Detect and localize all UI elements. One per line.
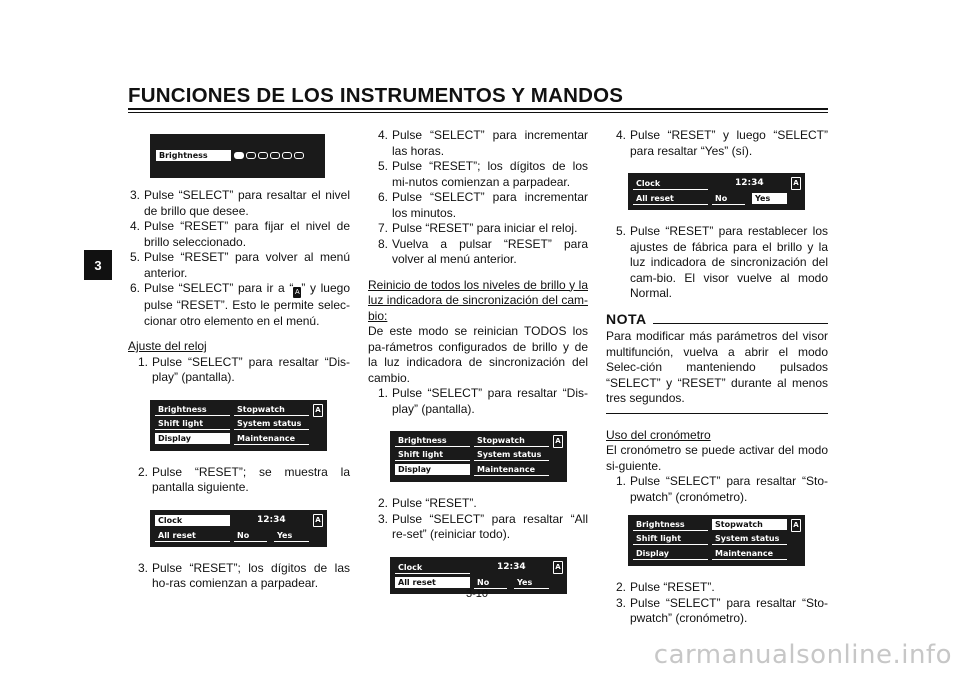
lcd-item-brightness: Brightness: [395, 435, 470, 447]
note-label: NOTA: [606, 310, 647, 327]
brightness-level-segment: [282, 152, 292, 159]
lcd-menu-screen: [150, 400, 327, 451]
list-item: 1. Pulse “SELECT” para resaltar “Sto-pwatch” (cronómetro).: [616, 474, 828, 504]
lcd-item-brightness: Brightness: [633, 519, 708, 531]
lcd-item-display: Display: [633, 548, 708, 560]
lcd-brightness-level-bar: [234, 152, 304, 158]
clock-steps: [128, 355, 350, 386]
list-item: 2. Pulse “RESET”; se muestra la pantalla siguiente.: [138, 464, 350, 494]
lock-icon: A: [313, 514, 323, 527]
lcd-item-shift-light: Shift light: [155, 418, 230, 430]
list-item: 2. Pulse “RESET”.: [378, 496, 477, 510]
list-item: 5. Pulse “RESET” para volver al menú anterior.: [130, 250, 350, 280]
lcd-clock-time: 12:34: [497, 561, 526, 572]
reset-steps: [368, 386, 588, 417]
reset-steps-3: [606, 128, 828, 159]
list-item: 6. Pulse “SELECT” para ir a “ A ” y luego pulse “RESET”. Esto le permite selec-cionar otro elemento en el menú.: [130, 281, 350, 328]
lcd-brightness-screen: [150, 134, 325, 178]
lcd-menu-screen-2: [390, 431, 567, 482]
lcd-item-system-status: System status: [234, 418, 309, 430]
lcd-item-clock: Clock: [395, 562, 470, 574]
section-intro-stopwatch: El cronómetro se puede activar del modo si-guiente.: [606, 443, 828, 473]
note-text: Para modificar más parámetros del visor multifunción, vuelva a abrir el modo Selec-ción manteniendo pulsados “SELECT” y “RESET” durante al menos tres segundos.: [606, 329, 828, 405]
lcd-item-no: No: [712, 193, 745, 205]
list-item: 8. Vuelva a pulsar “RESET” para volver al menú anterior.: [378, 236, 588, 266]
lcd-item-display: Display: [395, 464, 470, 475]
lcd-item-shift-light: Shift light: [633, 533, 708, 545]
list-item: 7. Pulse “RESET” para iniciar el reloj.: [378, 221, 578, 235]
lock-icon: A: [791, 519, 801, 532]
brightness-level-segment: [294, 152, 304, 159]
list-item: 4. Pulse “RESET” y luego “SELECT” para resaltar “Yes” (sí).: [616, 128, 828, 158]
clock-steps-continued: [368, 128, 588, 268]
reset-steps-4: [606, 224, 828, 302]
header-rule: [128, 108, 828, 110]
lcd-item-maintenance: Maintenance: [234, 433, 309, 445]
note-rule: [653, 323, 828, 324]
section-heading-clock: Ajuste del reloj: [128, 339, 207, 353]
lcd-item-maintenance: Maintenance: [474, 464, 549, 476]
clock-steps-2: [128, 465, 350, 496]
lcd-item-no: No: [474, 577, 507, 589]
lcd-item-clock: Clock: [633, 178, 708, 190]
brightness-level-segment: [270, 152, 280, 159]
list-item: 3. Pulse “SELECT” para resaltar “All re-set” (reiniciar todo).: [378, 511, 588, 541]
clock-steps-3: [128, 561, 350, 592]
column-3: [606, 128, 828, 627]
brightness-steps: [128, 188, 350, 329]
list-item: 4. Pulse “RESET” para fijar el nivel de brillo seleccionado.: [130, 219, 350, 249]
lcd-item-stopwatch: Stopwatch: [712, 519, 787, 530]
lock-icon: A: [553, 435, 563, 448]
lcd-clock-screen: [150, 510, 327, 547]
chapter-tab: 3: [84, 250, 112, 280]
brightness-level-segment: [234, 152, 244, 159]
list-item: 2. Pulse “RESET”.: [616, 580, 715, 594]
watermark: carmanualsonline.info: [653, 640, 952, 670]
list-item: 3. Pulse “SELECT” para resaltar el nivel de brillo que desee.: [130, 188, 350, 218]
brightness-level-segment: [246, 152, 256, 159]
lcd-item-system-status: System status: [712, 533, 787, 545]
column-2: [368, 128, 588, 594]
reset-steps-2: [368, 496, 588, 543]
section-intro-all-reset: De este modo se reinician TODOS los pa-rámetros configurados de brillo y de la luz indicadora de sincronización del cambio.: [368, 324, 588, 385]
lcd-clock-time: 12:34: [735, 178, 764, 188]
lcd-clock-time: 12:34: [257, 514, 286, 525]
lock-icon: A: [553, 561, 563, 574]
lcd-item-shift-light: Shift light: [395, 449, 470, 461]
lcd-item-clock: Clock: [155, 515, 230, 526]
brightness-level-segment: [258, 152, 268, 159]
lcd-brightness-label: Brightness: [156, 150, 231, 161]
list-item: 5. Pulse “RESET”; los dígitos de los mi-nutos comienzan a parpadear.: [378, 159, 588, 189]
list-item: 1. Pulse “SELECT” para resaltar “Dis-play” (pantalla).: [138, 354, 350, 384]
list-item: 4. Pulse “SELECT” para incrementar las horas.: [378, 128, 588, 158]
stopwatch-steps-2: [606, 580, 828, 627]
section-heading-stopwatch: Uso del cronómetro: [606, 427, 711, 442]
column-1: [128, 128, 350, 592]
stopwatch-steps: [606, 474, 828, 505]
lcd-item-display: Display: [155, 433, 230, 444]
lcd-yes-screen: [628, 173, 805, 210]
lcd-item-yes: Yes: [274, 530, 309, 542]
lcd-item-all-reset: All reset: [395, 577, 470, 588]
note-header: [606, 312, 828, 328]
page-number: 3-10: [466, 588, 489, 600]
section-heading-all-reset: Reinicio de todos los niveles de brillo y la luz indicadora de sincronización del cam-bio:: [368, 277, 588, 323]
lcd-item-stopwatch: Stopwatch: [234, 404, 309, 416]
list-item: 3. Pulse “SELECT” para resaltar “Sto-pwatch” (cronómetro).: [616, 595, 828, 625]
lcd-item-yes: Yes: [514, 577, 549, 589]
lcd-menu-screen-3: [628, 515, 805, 566]
lcd-item-stopwatch: Stopwatch: [474, 435, 549, 447]
lcd-item-system-status: System status: [474, 449, 549, 461]
lock-icon: A: [791, 177, 801, 190]
lock-icon: A: [313, 404, 323, 417]
list-item: 3. Pulse “RESET”; los dígitos de las ho-ras comienzan a parpadear.: [138, 560, 350, 590]
lcd-item-brightness: Brightness: [155, 404, 230, 416]
lcd-item-all-reset: All reset: [155, 530, 230, 542]
list-item: 5. Pulse “RESET” para restablecer los ajustes de fábrica para el brillo y la luz indicadora de sincronización del cam-bio. El visor vuelve al modo Normal.: [616, 224, 828, 300]
lcd-item-all-reset: All reset: [633, 193, 708, 205]
lock-icon: A: [294, 289, 300, 296]
lcd-item-maintenance: Maintenance: [712, 548, 787, 560]
list-item: 6. Pulse “SELECT” para incrementar los minutos.: [378, 190, 588, 220]
lcd-item-yes: Yes: [752, 193, 787, 204]
list-item: 1. Pulse “SELECT” para resaltar “Dis-play” (pantalla).: [378, 386, 588, 416]
page-header-title: FUNCIONES DE LOS INSTRUMENTOS Y MANDOS: [128, 84, 624, 107]
lcd-item-no: No: [234, 530, 267, 542]
header-rule-thin: [128, 112, 828, 113]
